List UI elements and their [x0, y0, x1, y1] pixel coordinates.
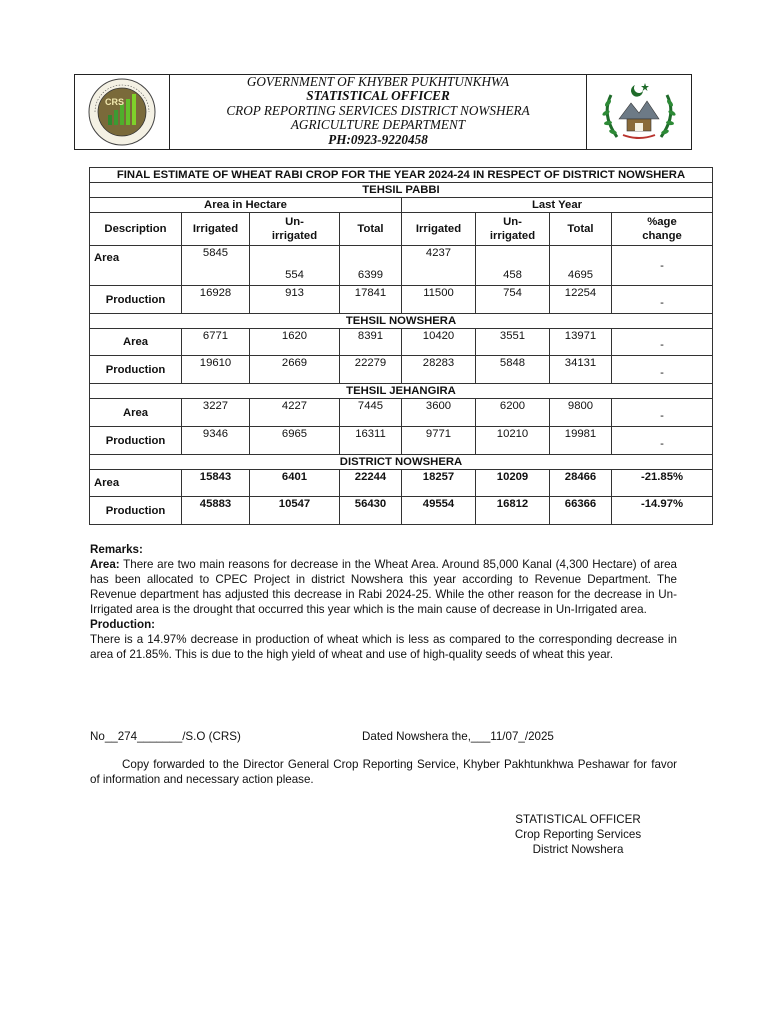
table-cell: 16812 [476, 497, 550, 525]
kp-emblem-logo [587, 75, 691, 149]
table-cell: 28283 [402, 356, 476, 384]
table-row [90, 399, 713, 427]
table-cell: 15843 [182, 470, 250, 497]
table-cell: 6401 [250, 470, 340, 497]
ref-no-value: __274_______ [104, 730, 183, 743]
phone-number: PH:0923-9220458 [328, 131, 428, 147]
table-cell: 6771 [182, 329, 250, 356]
table-cell: 3600 [402, 399, 476, 427]
table-cell: 7445 [340, 399, 402, 427]
table-cell: - [612, 356, 713, 384]
table-cell: 10547 [250, 497, 340, 525]
section-header-row [90, 314, 713, 329]
table-cell: - [612, 399, 713, 427]
row-label: Area [90, 399, 182, 427]
col-unirrigated-line1: Un- [285, 216, 304, 228]
table-cell: 754 [476, 286, 550, 314]
table-title-row [90, 168, 713, 183]
section-header: TEHSIL JEHANGIRA [90, 384, 713, 399]
row-label: Area [90, 246, 182, 286]
office-title: STATISTICAL OFFICER [306, 88, 450, 104]
table-cell: - [612, 246, 713, 286]
group-header-row [90, 198, 713, 213]
section-header: DISTRICT NOWSHERA [90, 455, 713, 470]
ref-no-prefix: No [90, 730, 105, 743]
table-cell: -21.85% [612, 470, 713, 497]
section-header-row [90, 183, 713, 198]
col-total: Total [340, 213, 402, 246]
table-cell: 19610 [182, 356, 250, 384]
col-ly-unirrigated-line1: Un- [503, 216, 522, 228]
row-label: Production [90, 356, 182, 384]
table-cell: 17841 [340, 286, 402, 314]
production-remark-text: There is a 14.97% decrease in production of wheat which is less as compared to the corresponding decrease in area of 21.85%. This is due to the high yield of wheat and use of high-quality seeds of wheat this year. [90, 633, 677, 661]
table-cell: 19981 [550, 427, 612, 455]
table-row [90, 497, 713, 525]
table-row [90, 356, 713, 384]
ref-date-value: ,___11/07_/ [467, 730, 529, 743]
table-cell: 18257 [402, 470, 476, 497]
table-cell: 8391 [340, 329, 402, 356]
area-remark-label: Area: [90, 558, 120, 571]
table-cell: 3551 [476, 329, 550, 356]
signature-title: STATISTICAL OFFICER [515, 813, 641, 826]
table-cell: 9800 [550, 399, 612, 427]
table-cell: - [612, 329, 713, 356]
table-row [90, 427, 713, 455]
table-cell: 16928 [182, 286, 250, 314]
remarks-heading: Remarks: [90, 543, 143, 556]
table-row [90, 246, 713, 286]
signature-district: District Nowshera [532, 843, 624, 856]
table-cell: 10209 [476, 470, 550, 497]
letterhead-text [169, 75, 587, 147]
table-cell: 4237 [402, 246, 476, 286]
row-label: Area [90, 470, 182, 497]
table-cell: 34131 [550, 356, 612, 384]
ref-date-prefix: Dated Nowshera the [362, 730, 468, 743]
area-remark [90, 557, 677, 617]
table-row [90, 286, 713, 314]
department-title: AGRICULTURE DEPARTMENT [290, 117, 466, 133]
remarks-section [90, 542, 677, 662]
table-cell: 45883 [182, 497, 250, 525]
section-header-row [90, 455, 713, 470]
col-ly-irrigated: Irrigated [402, 213, 476, 246]
table-row [90, 470, 713, 497]
table-cell: 13971 [550, 329, 612, 356]
table-cell: 10420 [402, 329, 476, 356]
table-cell: 4695 [550, 246, 612, 286]
table-cell: 12254 [550, 286, 612, 314]
col-ly-unirrigated [476, 213, 550, 246]
table-cell: 9771 [402, 427, 476, 455]
table-cell: 1620 [250, 329, 340, 356]
section-header: TEHSIL NOWSHERA [90, 314, 713, 329]
wheat-estimate-table [89, 167, 713, 525]
row-label: Production [90, 497, 182, 525]
table-cell: 22279 [340, 356, 402, 384]
table-cell: 458 [476, 246, 550, 286]
table-row [90, 329, 713, 356]
col-change-line2: change [642, 230, 682, 242]
table-cell: 49554 [402, 497, 476, 525]
section-header-row [90, 384, 713, 399]
table-cell: 9346 [182, 427, 250, 455]
area-in-hectare-header: Area in Hectare [90, 198, 402, 213]
forward-paragraph: Copy forwarded to the Director General Crop Reporting Service, Khyber Pakhtunkhwa Peshawar for favor of information and necessary action please. [90, 758, 677, 786]
production-remark-label: Production: [90, 618, 156, 631]
reference-date [362, 730, 554, 743]
signature-block [498, 812, 658, 857]
table-cell: 2669 [250, 356, 340, 384]
table-cell: 16311 [340, 427, 402, 455]
table-title: FINAL ESTIMATE OF WHEAT RABI CROP FOR THE YEAR 2024-24 IN RESPECT OF DISTRICT NOWSHERA [90, 168, 713, 183]
ref-date-year: 2025 [528, 730, 554, 743]
table-cell: 5845 [182, 246, 250, 286]
table-cell: 28466 [550, 470, 612, 497]
table-cell: 4227 [250, 399, 340, 427]
table-cell: 913 [250, 286, 340, 314]
logo-crs-text: CRS [105, 97, 125, 107]
col-ly-total: Total [550, 213, 612, 246]
col-irrigated: Irrigated [182, 213, 250, 246]
service-title: CROP REPORTING SERVICES DISTRICT NOWSHERA [226, 102, 530, 118]
table-cell: - [612, 286, 713, 314]
left-logo-cell [75, 75, 170, 149]
agriculture-department-logo [75, 75, 169, 149]
col-ly-unirrigated-line2: irrigated [489, 230, 536, 242]
table-cell: 3227 [182, 399, 250, 427]
col-change-line1: %age [647, 216, 677, 228]
table-cell: 10210 [476, 427, 550, 455]
table-cell: - [612, 427, 713, 455]
gov-title: GOVERNMENT OF KHYBER PUKHTUNKHWA [246, 74, 510, 89]
reference-number [90, 730, 241, 743]
signature-org: Crop Reporting Services [514, 828, 642, 841]
row-label: Production [90, 427, 182, 455]
col-change [612, 213, 713, 246]
table-cell: 554 [250, 246, 340, 286]
table-cell: 6399 [340, 246, 402, 286]
column-header-row [90, 213, 713, 246]
table-cell: 6965 [250, 427, 340, 455]
ref-no-suffix: /S.O (CRS) [182, 730, 241, 743]
table-cell: 6200 [476, 399, 550, 427]
last-year-header: Last Year [402, 198, 713, 213]
col-unirrigated-line2: irrigated [271, 230, 318, 242]
table-cell: 22244 [340, 470, 402, 497]
area-remark-text: There are two main reasons for decrease in the Wheat Area. Around 85,000 Kanal (4,300 Hectare) of area has been allocated to CPEC Project in district Nowshera this year according to Revenue Department. The Revenue department has adjusted this decrease in Rabi 2024-25. While the other reason for the decrease in Un-Irrigated area is the drought that occurred this year which is the main cause of decrease in Un-Irrigated area. [90, 558, 677, 616]
section-header: TEHSIL PABBI [90, 183, 713, 198]
table-cell: 5848 [476, 356, 550, 384]
table-cell: -14.97% [612, 497, 713, 525]
table-cell: 56430 [340, 497, 402, 525]
table-cell: 66366 [550, 497, 612, 525]
row-label: Production [90, 286, 182, 314]
row-label: Area [90, 329, 182, 356]
letterhead [74, 74, 692, 150]
right-logo-cell [586, 75, 691, 149]
col-unirrigated [250, 213, 340, 246]
col-description: Description [90, 213, 182, 246]
table-cell: 11500 [402, 286, 476, 314]
